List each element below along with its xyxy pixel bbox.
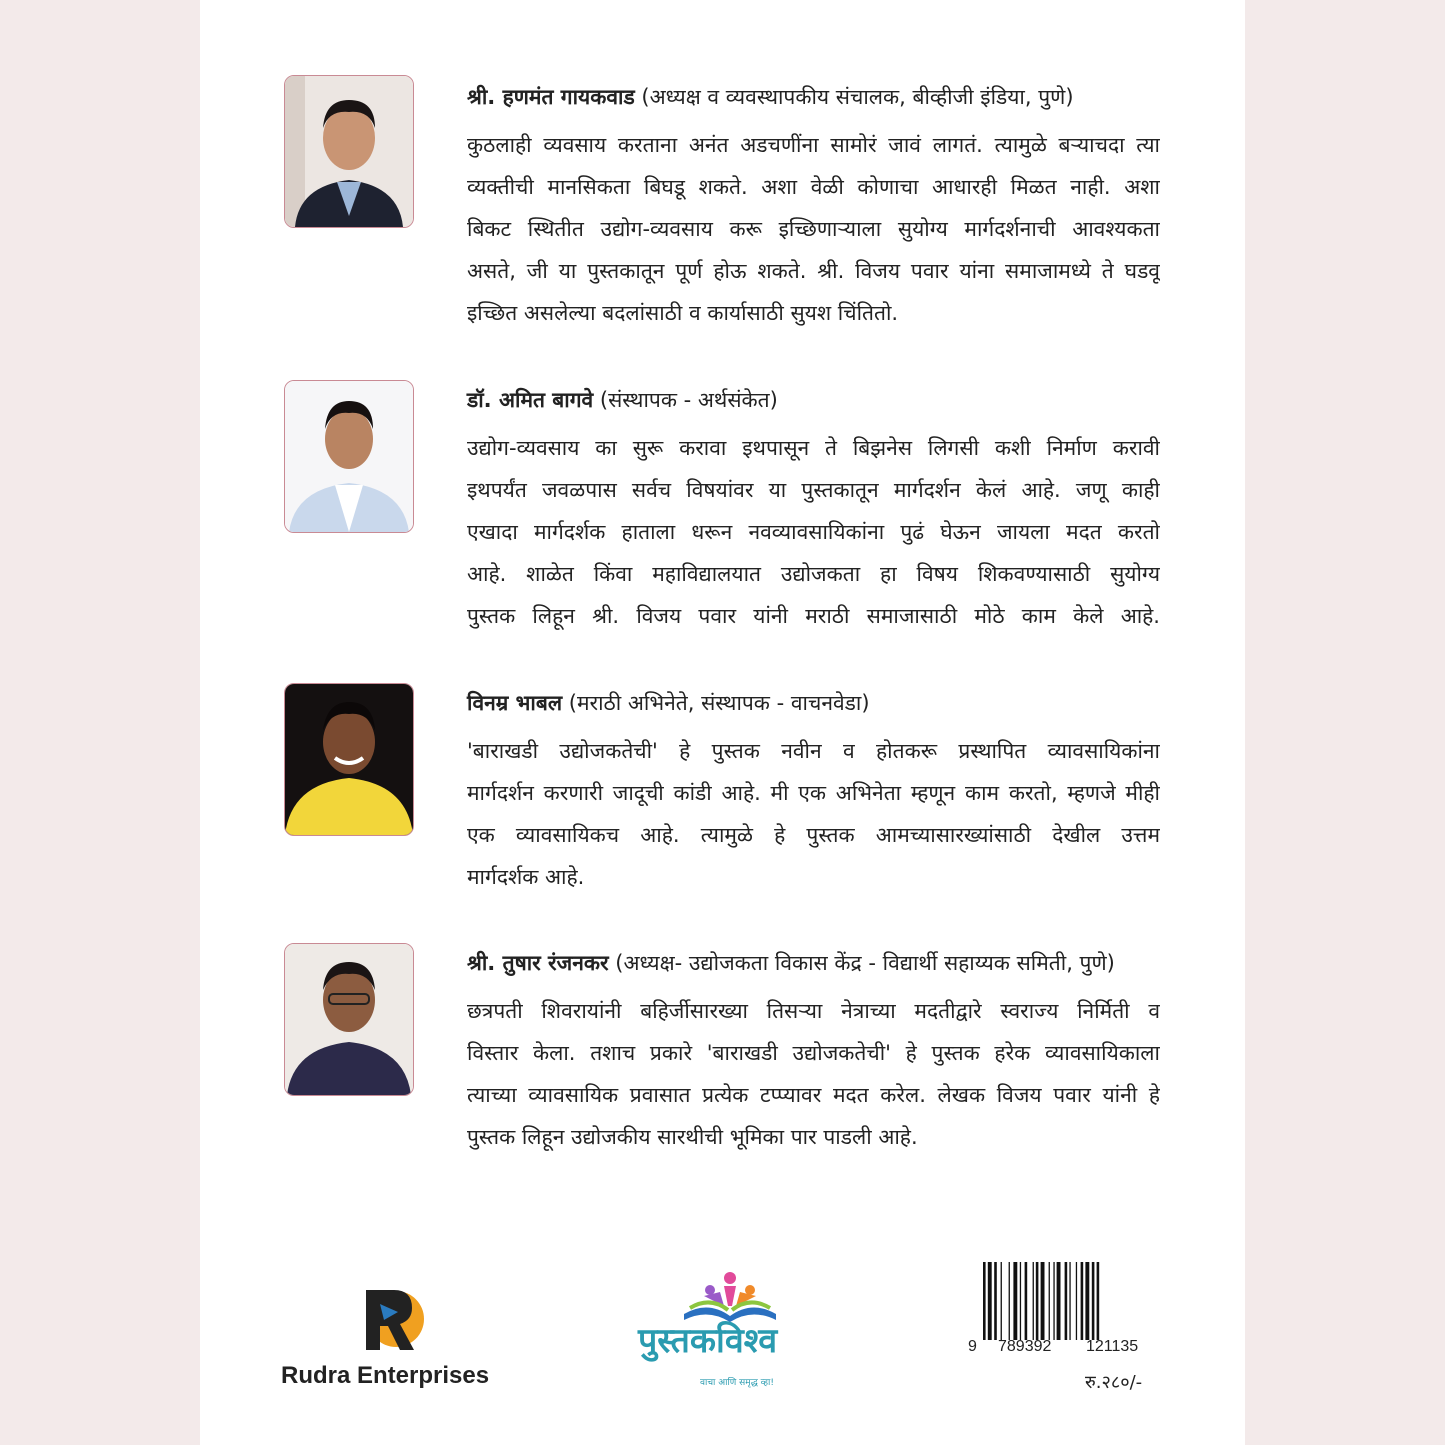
endorser-photo-3 <box>284 683 414 836</box>
text-line: मार्गदर्शन करणारी जादूची कांडी आहे. मी एक अभिनेता म्हणून काम करतो, म्हणजे मीही <box>467 781 1160 805</box>
text-line: छत्रपती शिवरायांनी बहिर्जीसारख्या तिसऱ्या नेत्राच्या मदतीद्वारे स्वराज्य निर्मिती व <box>467 999 1160 1023</box>
barcode-bar <box>1057 1262 1061 1340</box>
text-line: असते, जी या पुस्तकातून पूर्ण होऊ शकते. श्री. विजय पवार यांना समाजामध्ये ते घडवू <box>467 259 1160 283</box>
barcode-bar <box>988 1262 992 1340</box>
isbn-right: 121135 <box>1086 1338 1139 1355</box>
endorser-name: विनम्र भाबल <box>467 691 563 715</box>
endorsement-text <box>467 990 1160 1158</box>
barcode-bar <box>1033 1262 1034 1340</box>
barcode-bar <box>1013 1262 1017 1340</box>
barcode-bar <box>1041 1262 1045 1340</box>
isbn-left: 789392 <box>998 1338 1052 1355</box>
isbn-prefix: 9 <box>968 1338 977 1355</box>
barcode-bar <box>994 1262 997 1340</box>
text-line: त्याच्या व्यावसायिक प्रवासात प्रत्येक टप्प्यावर मदत करेल. लेखक विजय पवार यांनी हे <box>467 1083 1160 1107</box>
endorser-name: श्री. हणमंत गायकवाड <box>467 85 635 109</box>
text-line: एक व्यावसायिकच आहे. त्यामुळे हे पुस्तक आमच्यासारख्यांसाठी देखील उत्तम <box>467 823 1160 847</box>
endorser-name: डॉ. अमित बागवे <box>467 388 594 412</box>
barcode-bar <box>1053 1262 1054 1340</box>
text-line: उद्योग-व्यवसाय का सुरू करावा इथपासून ते बिझनेस लिगसी कशी निर्माण करावी <box>467 436 1160 460</box>
endorsement-text <box>467 730 1160 898</box>
barcode-bar <box>1065 1262 1068 1340</box>
text-line: इथपर्यंत जवळपास सर्वच विषयांवर या पुस्तकातून मार्गदर्शन केलं आहे. जणू काही <box>467 478 1160 502</box>
endorsement-4 <box>467 948 1160 1158</box>
text-line: व्यक्तीची मानसिकता बिघडू शकते. अशा वेळी कोणाचा आधारही मिळत नाही. अशा <box>467 175 1160 199</box>
publisher-name: Rudra Enterprises <box>281 1362 490 1389</box>
brand-name: पुस्तकविश्व <box>638 1321 778 1361</box>
barcode-bar <box>1036 1262 1039 1340</box>
text-line: कुठलाही व्यवसाय करताना अनंत अडचणींना सामोरं जावं लागतं. त्यामुळे बऱ्याचदा त्या <box>467 133 1160 157</box>
barcode-bar <box>983 1262 986 1340</box>
endorser-title: (मराठी अभिनेते, संस्थापक - वाचनवेडा) <box>568 691 870 715</box>
text-line: विस्तार केला. तशाच प्रकारे 'बाराखडी उद्योजकतेची' हे पुस्तक हरेक व्यावसायिकाला <box>467 1041 1160 1065</box>
text-line: एखादा मार्गदर्शक हाताला धरून नवव्यावसायिकांना पुढं घेऊन जायला मदत करतो <box>467 520 1160 544</box>
endorsement-1 <box>467 82 1160 334</box>
rudra-logo-icon <box>360 1286 426 1352</box>
endorser-title: (संस्थापक - अर्थसंकेत) <box>599 388 778 412</box>
barcode-bar <box>1025 1262 1028 1340</box>
barcode-bar <box>1001 1262 1002 1340</box>
text-line: मार्गदर्शक आहे. <box>467 865 585 889</box>
barcode-bar <box>1085 1262 1089 1340</box>
barcode-bar <box>1069 1262 1070 1340</box>
text-line: आहे. शाळेत किंवा महाविद्यालयात उद्योजकता हा विषय शिकवण्यासाठी सुयोग्य <box>467 562 1160 586</box>
barcode-bar <box>1009 1262 1010 1340</box>
barcode-bar <box>1076 1262 1077 1340</box>
endorsement-3 <box>467 688 1160 898</box>
endorser-photo-1 <box>284 75 414 228</box>
barcode-bar <box>1092 1262 1095 1340</box>
endorser-photo-2 <box>284 380 414 533</box>
endorsement-2 <box>467 385 1160 637</box>
barcode-bar <box>1081 1262 1084 1340</box>
endorsement-text <box>467 124 1160 334</box>
barcode-bar <box>1097 1262 1100 1340</box>
endorser-photo-4 <box>284 943 414 1096</box>
barcode-bar <box>1020 1262 1021 1340</box>
price: रु.२८०/- <box>1085 1372 1143 1393</box>
endorser-title: (अध्यक्ष व व्यवस्थापकीय संचालक, बीव्हीजी इंडिया, पुणे) <box>641 85 1074 109</box>
text-line: पुस्तक लिहून उद्योजकीय सारथीची भूमिका पार पाडली आहे. <box>467 1125 918 1149</box>
endorsement-text <box>467 427 1160 637</box>
endorser-name: श्री. तुषार रंजनकर <box>467 951 609 975</box>
text-line: बिकट स्थितीत उद्योग-व्यवसाय करू इच्छिणाऱ्याला सुयोग्य मार्गदर्शनाची आवश्यकता <box>467 217 1160 241</box>
text-line: 'बाराखडी उद्योजकतेची' हे पुस्तक नवीन व होतकरू प्रस्थापित व्यावसायिकांना <box>467 739 1160 763</box>
barcode-bar <box>1049 1262 1050 1340</box>
endorser-title: (अध्यक्ष- उद्योजकता विकास केंद्र - विद्यार्थी सहाय्यक समिती, पुणे) <box>615 951 1115 975</box>
text-line: इच्छित असलेल्या बदलांसाठी व कार्यासाठी सुयश चिंतितो. <box>467 301 899 325</box>
text-line: पुस्तक लिहून श्री. विजय पवार यांनी मराठी समाजासाठी मोठे काम केले आहे. <box>467 604 1160 628</box>
barcode-icon <box>983 1262 1159 1340</box>
brand-tagline: वाचा आणि समृद्ध व्हा! <box>700 1378 774 1388</box>
